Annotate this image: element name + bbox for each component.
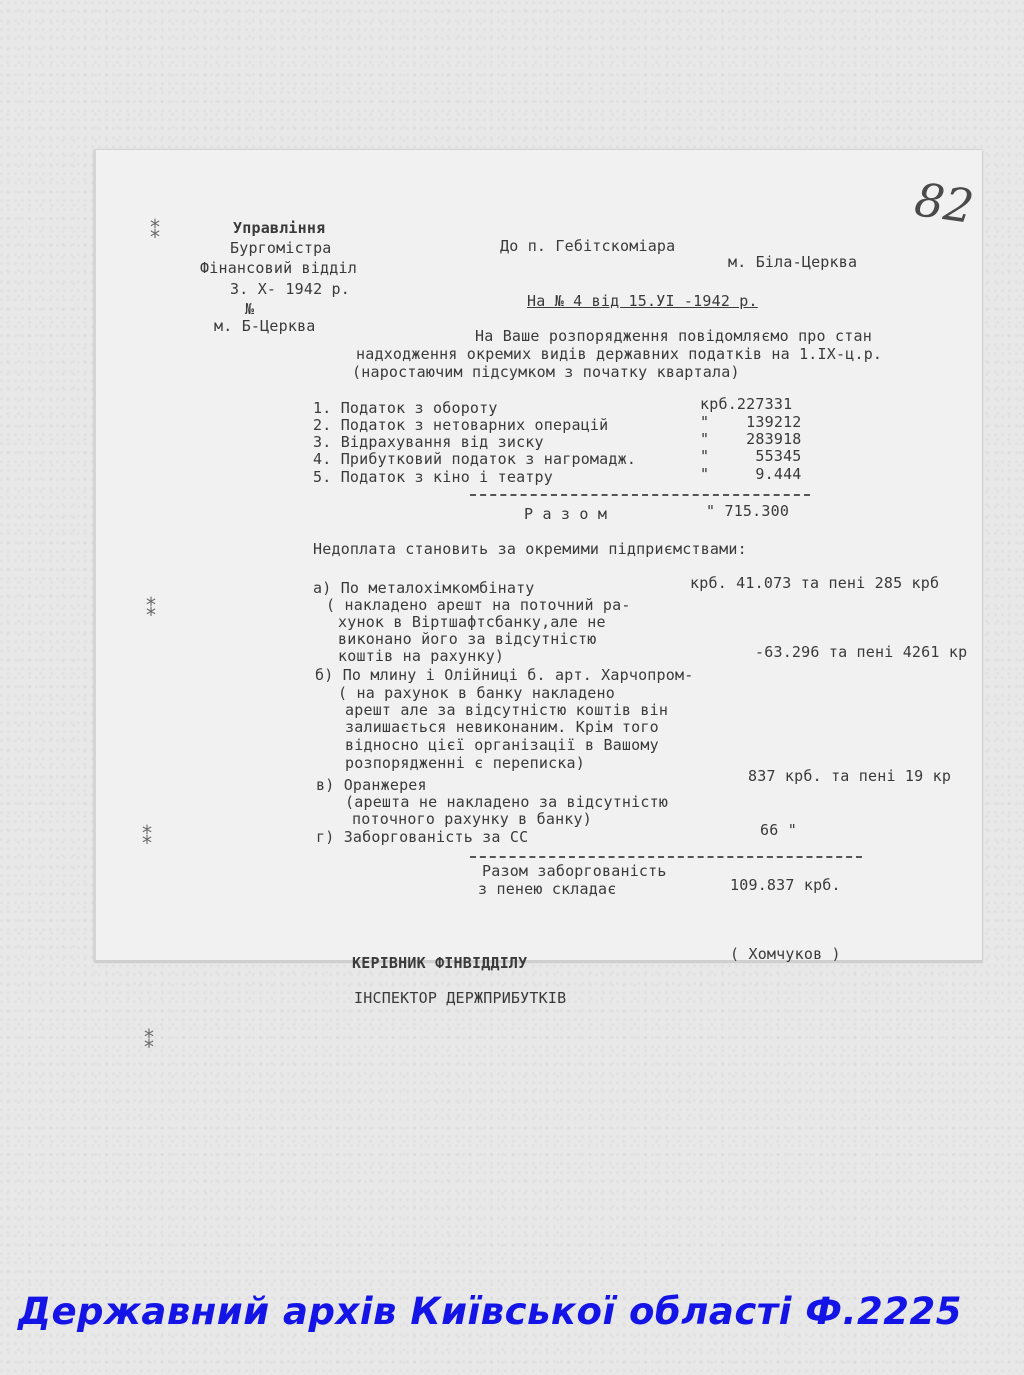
total-divider bbox=[470, 494, 810, 496]
arrears-note: ( накладено арешт на поточний ра- bbox=[326, 596, 631, 614]
arrears-note: залишається невиконаним. Крім того bbox=[345, 718, 659, 736]
header-number: № bbox=[245, 300, 255, 318]
binder-hole-mark: ⁑ bbox=[144, 1029, 154, 1053]
arrears-note: хунок в Віртшафтсбанку,але не bbox=[338, 613, 606, 631]
sheet-number: 82 bbox=[911, 172, 978, 234]
signature-head-title: КЕРІВНИК ФІНВІДДІЛУ bbox=[352, 954, 528, 972]
tax-label: 4. Прибутковий податок з нагромадж. bbox=[313, 450, 637, 468]
tax-value: " 55345 bbox=[700, 447, 802, 465]
tax-value: " 283918 bbox=[700, 430, 802, 448]
arrears-note: виконано його за відсутністю bbox=[338, 630, 597, 648]
intro-line: надходження окремих видів державних податків на 1.ІХ-ц.р. bbox=[356, 345, 883, 363]
arrears-item-g: г) Заборгованість за СС bbox=[316, 828, 529, 846]
summary-label: з пенею складає bbox=[478, 880, 617, 898]
summary-label: Разом заборгованість bbox=[482, 862, 667, 880]
arrears-amount-v: 837 крб. та пені 19 кр bbox=[748, 767, 952, 785]
arrears-amount-a2: -63.296 та пені 4261 кр bbox=[755, 643, 968, 661]
tax-label: 5. Податок з кіно і театру bbox=[313, 468, 553, 486]
signature-head-name: ( Хомчуков ) bbox=[730, 945, 841, 963]
archive-caption: Державний архів Київської області Ф.2225 bbox=[18, 1290, 963, 1333]
reference-number: На № 4 від 15.УІ -1942 р. bbox=[527, 292, 758, 310]
total-value: " 715.300 bbox=[706, 502, 790, 520]
arrears-note: (арешта не накладено за відсутністю bbox=[345, 793, 669, 811]
header-department: Фінансовий відділ bbox=[200, 259, 357, 277]
arrears-heading: Недоплата становить за окремими підприємствами: bbox=[313, 540, 747, 558]
header-mayor: Бургомістра bbox=[230, 239, 332, 257]
addressee-city: м. Біла-Церква bbox=[728, 253, 858, 271]
tax-value: крб.227331 bbox=[700, 395, 793, 413]
summary-amount: 109.837 крб. bbox=[730, 876, 841, 894]
header-date: 3. Х- 1942 р. bbox=[230, 280, 350, 298]
arrears-note: коштів на рахунку) bbox=[338, 647, 505, 665]
total-label: Р а з о м bbox=[524, 505, 608, 523]
arrears-note: відносно цієї організації в Вашому bbox=[345, 736, 659, 754]
tax-label: 3. Відрахування від зиску bbox=[313, 433, 544, 451]
binder-hole-mark: ⁑ bbox=[142, 825, 152, 849]
arrears-amount-a: крб. 41.073 та пені 285 крб bbox=[690, 574, 940, 592]
arrears-note: розпорядженні є переписка) bbox=[345, 754, 585, 772]
addressee-name: До п. Гебітскоміара bbox=[500, 237, 676, 255]
binder-hole-mark: ⁑ bbox=[146, 597, 156, 621]
arrears-note: ( на рахунок в банку накладено bbox=[338, 684, 615, 702]
arrears-item-a: а) По металохімкомбінату bbox=[313, 579, 535, 597]
signature-inspector-title: ІНСПЕКТОР ДЕРЖПРИБУТКІВ bbox=[354, 989, 567, 1007]
arrears-amount-g: 66 " bbox=[760, 821, 797, 839]
summary-divider bbox=[470, 856, 862, 858]
arrears-note: поточного рахунку в банку) bbox=[352, 810, 592, 828]
arrears-item-v: в) Оранжерея bbox=[316, 776, 427, 794]
intro-line: (наростаючим підсумком з початку квартала) bbox=[352, 363, 740, 381]
binder-hole-mark: ⁑ bbox=[150, 219, 160, 243]
tax-label: 1. Податок з обороту bbox=[313, 399, 498, 417]
arrears-note: арешт але за відсутністю коштів він bbox=[345, 701, 669, 719]
header-city: м. Б-Церква bbox=[214, 317, 316, 335]
arrears-item-b: б) По млину і Олійниці б. арт. Харчопром- bbox=[315, 666, 694, 684]
intro-line: На Ваше розпорядження повідомляємо про стан bbox=[475, 327, 872, 345]
tax-value: " 9.444 bbox=[700, 465, 802, 483]
tax-label: 2. Податок з нетоварних операцій bbox=[313, 416, 609, 434]
tax-value: " 139212 bbox=[700, 413, 802, 431]
header-org: Управління bbox=[233, 219, 326, 237]
